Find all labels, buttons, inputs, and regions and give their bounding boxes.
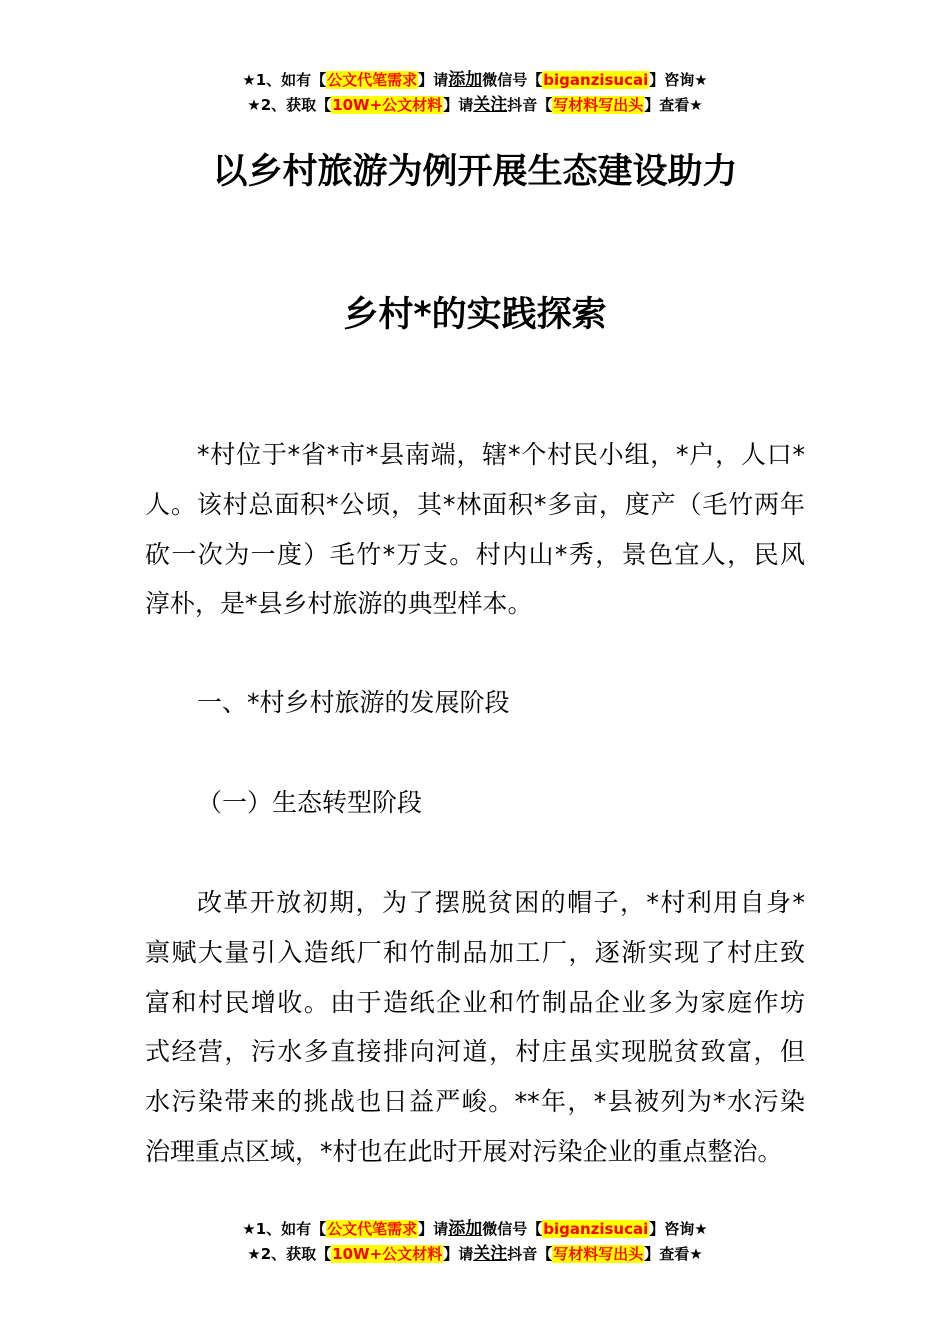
promo-text: ★1、如有【 (242, 71, 327, 89)
promo-emphasis: 关注 (473, 95, 508, 115)
promo-emphasis: 关注 (473, 1244, 508, 1264)
promo-text: 】请 (443, 96, 474, 114)
promo-highlight: biganzisucai (543, 1220, 649, 1238)
footer-promo (0, 1217, 950, 1267)
promo-text: 抖音【 (507, 1245, 553, 1263)
paragraph-line: 砍一次为一度）毛竹*万支。村内山*秀，景色宜人，民风 (145, 539, 805, 569)
promo-text: 】咨询★ (649, 1220, 708, 1238)
paragraph-ecological-transition (145, 878, 805, 1177)
paragraph-line: 富和村民增收。由于造纸企业和竹制品企业多为家庭作坊 (145, 987, 805, 1017)
paragraph-intro (145, 430, 805, 629)
paragraph-line: 禀赋大量引入造纸厂和竹制品加工厂，逐渐实现了村庄致 (145, 937, 805, 967)
header-promo (0, 68, 950, 118)
promo-highlight: 10W+公文材料 (332, 96, 443, 114)
header-promo-line-1 (0, 68, 950, 93)
promo-highlight: 公文代笔需求 (327, 71, 418, 89)
section-heading: 一、*村乡村旅游的发展阶段 (197, 688, 510, 717)
footer-promo-line-1 (0, 1217, 950, 1242)
subsection-heading: （一）生态转型阶段 (197, 788, 423, 817)
promo-emphasis: 添加 (448, 1219, 483, 1239)
paragraph-line: 治理重点区域，*村也在此时开展对污染企业的重点整治。 (145, 1136, 783, 1166)
paragraph-line: 改革开放初期，为了摆脱贫困的帽子，*村利用自身* (197, 888, 805, 917)
promo-highlight: biganzisucai (543, 71, 649, 89)
promo-text: 】请 (418, 1220, 449, 1238)
promo-highlight: 写材料写出头 (553, 1245, 644, 1263)
paragraph-line: 人。该村总面积*公顷，其*林面积*多亩，度产（毛竹两年 (145, 489, 805, 519)
paragraph-line: 水污染带来的挑战也日益严峻。**年，*县被列为*水污染 (145, 1087, 805, 1117)
paragraph-line: 淳朴，是*县乡村旅游的典型样本。 (145, 589, 533, 619)
promo-text: 】查看★ (644, 96, 703, 114)
promo-text: 抖音【 (507, 96, 553, 114)
paragraph-line: *村位于*省*市*县南端，辖*个村民小组，*户，人口* (197, 440, 805, 469)
footer-promo-line-2 (0, 1242, 950, 1267)
promo-text: 】请 (418, 71, 449, 89)
promo-text: ★2、获取【 (247, 1245, 332, 1263)
promo-text: ★1、如有【 (242, 1220, 327, 1238)
header-promo-line-2 (0, 93, 950, 118)
promo-text: 微信号【 (482, 1220, 543, 1238)
promo-text: 】请 (443, 1245, 474, 1263)
promo-highlight: 写材料写出头 (553, 96, 644, 114)
promo-highlight: 公文代笔需求 (327, 1220, 418, 1238)
promo-text: 】咨询★ (649, 71, 708, 89)
promo-highlight: 10W+公文材料 (332, 1245, 443, 1263)
promo-text: 微信号【 (482, 71, 543, 89)
document-title-line-1: 以乡村旅游为例开展生态建设助力 (212, 152, 738, 192)
paragraph-line: 式经营，污水多直接排向河道，村庄虽实现脱贫致富，但 (145, 1037, 805, 1067)
promo-text: 】查看★ (644, 1245, 703, 1263)
document-title-line-2: 乡村*的实践探索 (343, 295, 607, 335)
promo-emphasis: 添加 (448, 70, 483, 90)
promo-text: ★2、获取【 (247, 96, 332, 114)
